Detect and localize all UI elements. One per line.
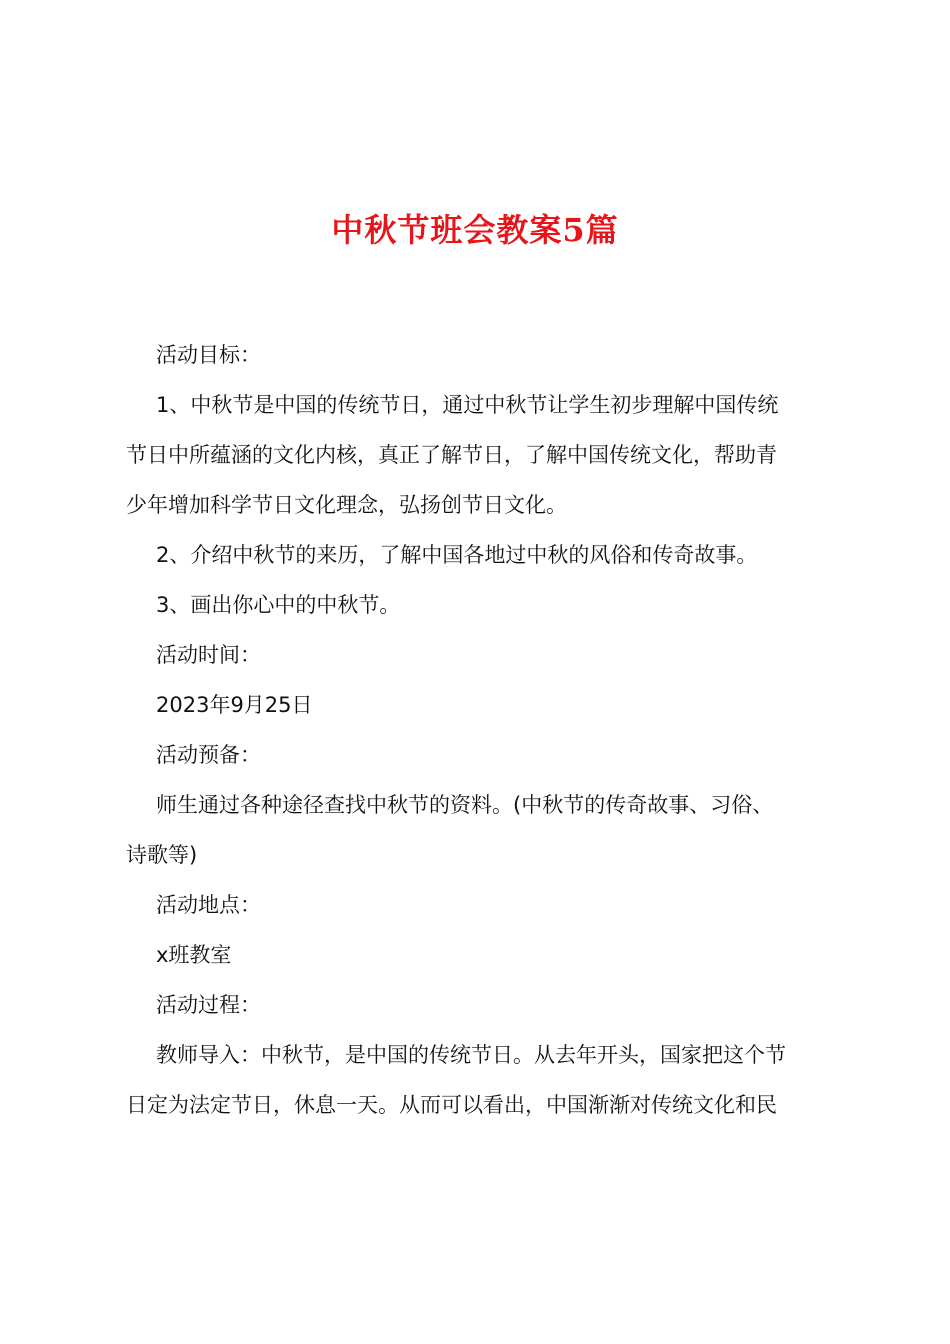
paragraph-line: 活动过程： (156, 993, 261, 1017)
paragraph-line: 少年增加科学节日文化理念，弘扬创节日文化。 (126, 493, 567, 517)
paragraph-line: 活动时间： (156, 643, 261, 667)
paragraph (126, 330, 838, 380)
paragraph (126, 880, 838, 930)
paragraph (126, 1030, 838, 1130)
paragraph-line: 诗歌等) (126, 843, 198, 867)
paragraph-line: 教师导入：中秋节，是中国的传统节日。从去年开头，国家把这个节 (156, 1043, 786, 1067)
paragraph-line: x班教室 (156, 943, 232, 967)
paragraph-line: 2、介绍中秋节的来历，了解中国各地过中秋的风俗和传奇故事。 (156, 543, 758, 567)
paragraph (126, 730, 838, 780)
paragraph (126, 980, 838, 1030)
paragraph (126, 530, 838, 580)
paragraph (126, 630, 838, 680)
paragraph-line: 活动预备： (156, 743, 261, 767)
paragraph-line: 活动目标： (156, 343, 261, 367)
paragraph-line: 2023年9月25日 (156, 693, 313, 717)
paragraph (126, 930, 838, 980)
paragraph-line: 3、画出你心中的中秋节。 (156, 593, 401, 617)
paragraph-line: 师生通过各种途径查找中秋节的资料。(中秋节的传奇故事、习俗、 (156, 793, 774, 817)
paragraph-line: 1、中秋节是中国的传统节日，通过中秋节让学生初步理解中国传统 (156, 393, 779, 417)
paragraph-line: 节日中所蕴涵的文化内核，真正了解节日，了解中国传统文化，帮助青 (126, 443, 777, 467)
paragraph-line: 活动地点： (156, 893, 261, 917)
document-title: 中秋节班会教案5篇 (331, 211, 619, 249)
document-body (126, 330, 838, 1130)
paragraph-line: 日定为法定节日，休息一天。从而可以看出，中国渐渐对传统文化和民 (126, 1093, 777, 1117)
paragraph (126, 580, 838, 630)
paragraph (126, 680, 838, 730)
paragraph (126, 380, 838, 530)
paragraph (126, 780, 838, 880)
